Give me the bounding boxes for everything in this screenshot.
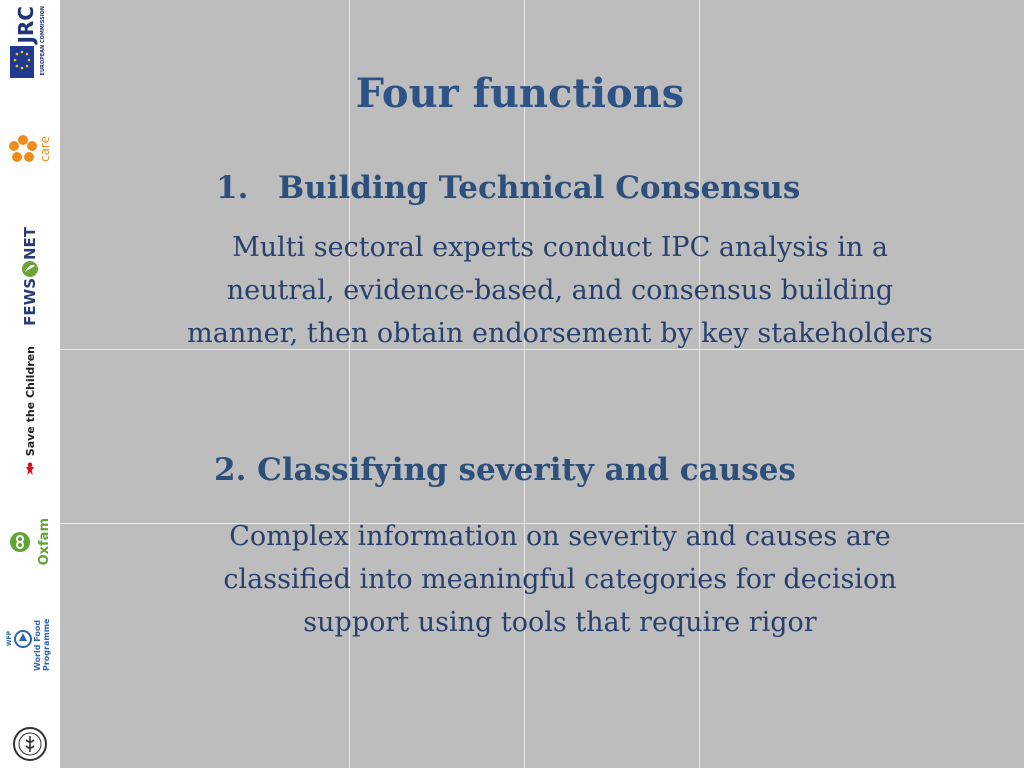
fewsnet-logo (4, 228, 56, 324)
description-line: neutral, evidence-based, and consensus building (226, 275, 894, 306)
jrc-subtitle: EUROPEAN COMMISSION (40, 6, 46, 76)
child-figure-icon (18, 462, 42, 476)
leaf-globe-icon (21, 260, 39, 278)
description-line: manner, then obtain endorsement by key stakeholders (187, 318, 933, 349)
oxfam-symbol-icon (9, 531, 31, 553)
fao-emblem-icon (12, 726, 48, 762)
partner-logo-strip (0, 0, 61, 768)
care-hands-icon (8, 134, 38, 164)
section-1-heading (216, 170, 800, 206)
section-2-heading: 2. Classifying severity and causes (214, 452, 796, 488)
wfp-logo (4, 596, 56, 682)
wfp-abbr: WFP (5, 631, 13, 647)
save-the-children-wordmark: Save the Children (23, 346, 37, 457)
fao-logo (4, 722, 56, 766)
wfp-wordmark: World Food Programme (32, 618, 51, 671)
section-1-number: 1. (216, 170, 249, 206)
care-logo (4, 128, 56, 170)
description-line: classified into meaningful categories for decision (223, 564, 897, 595)
description-line: Multi sectoral experts conduct IPC analysis in a (232, 232, 888, 263)
oxfam-logo (4, 518, 56, 566)
section-1-heading-text: Building Technical Consensus (278, 170, 801, 206)
slide-title: Four functions (355, 70, 685, 117)
description-line: Complex information on severity and causes are (229, 521, 891, 552)
fewsnet-prefix: FEWS (21, 277, 39, 326)
jrc-wordmark: JRC (14, 6, 38, 44)
slide-panel (60, 0, 1024, 768)
wfp-wreath-icon (13, 627, 33, 651)
care-wordmark: care (38, 135, 52, 162)
save-the-children-logo (4, 346, 56, 476)
oxfam-wordmark: Oxfam (36, 518, 52, 566)
jrc-logo (4, 4, 56, 80)
fewsnet-suffix: NET (21, 226, 39, 260)
description-line: support using tools that require rigor (303, 607, 817, 638)
section-2-description (120, 515, 1000, 644)
section-1-description (120, 226, 1000, 355)
